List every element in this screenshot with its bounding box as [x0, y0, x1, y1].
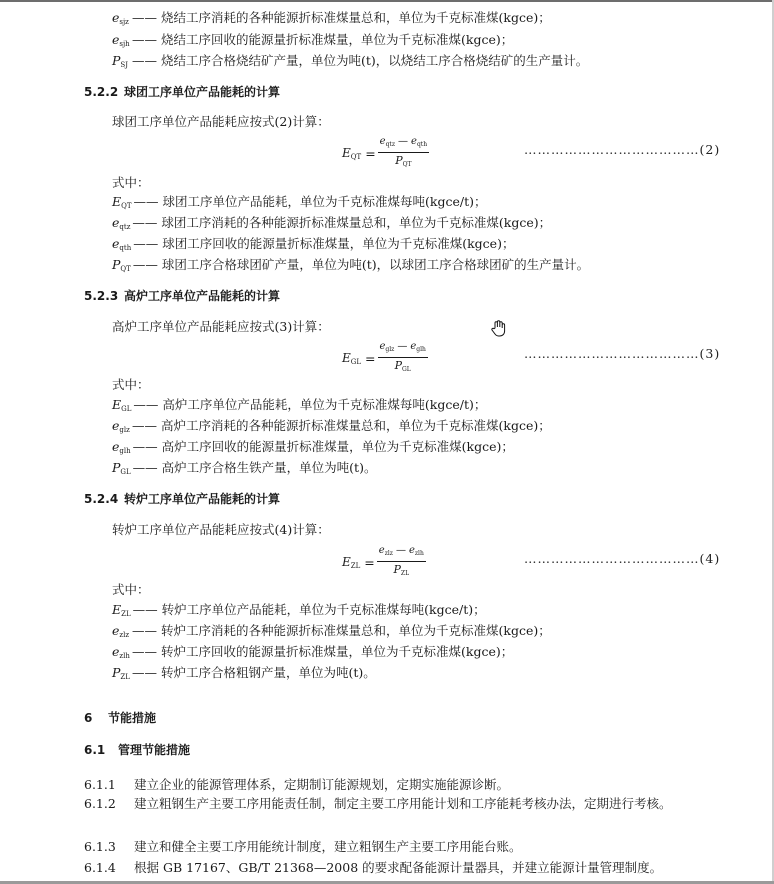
- definition-line: $e_{qth}$ —— 球团工序回收的能源量折标准煤量，单位为千克标准煤(kgce)；: [112, 235, 514, 257]
- section-heading: 5.2.2 球团工序单位产品能耗的计算: [84, 85, 281, 99]
- equation-number: …………………………………(3): [524, 346, 721, 361]
- list-item: 6.1.2 建立粗钢生产主要工序用能责任制，制定主要工序用能计划和工序能耗考核办法，定期进行考核。: [84, 796, 672, 811]
- symbol: $e_{zlh}$: [112, 644, 130, 660]
- definition-line: $e_{zlh}$ —— 转炉工序回收的能源量折标准煤量，单位为千克标准煤(kgce)；: [112, 643, 513, 665]
- section-heading: 5.2.4 转炉工序单位产品能耗的计算: [84, 492, 281, 506]
- section-lead: 转炉工序单位产品能耗应按式(4)计算：: [112, 522, 330, 537]
- definition-line: $P_{GL}$ —— 高炉工序合格生铁产量，单位为吨(t)。: [112, 459, 376, 481]
- definition-line: $e_{sjz}$ —— 烧结工序消耗的各种能源折标准煤量总和，单位为千克标准煤(kgce)；: [112, 9, 551, 31]
- symbol: $P_{QT}$: [112, 257, 131, 273]
- symbol: $P_{GL}$: [112, 460, 131, 476]
- definition-line: $e_{glz}$ —— 高炉工序消耗的各种能源折标准煤量总和，单位为千克标准煤(kgce)；: [112, 417, 551, 439]
- window-top-border: [0, 0, 774, 2]
- list-item: 6.1.4 根据 GB 17167、GB/T 21368—2008 的要求配备能源计量器具，并建立能源计量管理制度。: [84, 860, 663, 875]
- list-item: 6.1.1 建立企业的能源管理体系，定期制订能源规划，定期实施能源诊断。: [84, 777, 510, 792]
- definition-line: $e_{qtz}$ —— 球团工序消耗的各种能源折标准煤量总和，单位为千克标准煤(kgce)；: [112, 214, 551, 236]
- definition-line: $P_{QT}$ —— 球团工序合格球团矿产量，单位为吨(t)，以球团工序合格球团矿的生产量计。: [112, 256, 589, 278]
- equation-number: …………………………………(2): [524, 142, 721, 157]
- equation-number: …………………………………(4): [524, 551, 721, 566]
- definition-line: $e_{zlz}$ —— 转炉工序消耗的各种能源折标准煤量总和，单位为千克标准煤(kgce)；: [112, 622, 551, 644]
- formula: $E_{ZL}$ = $\frac{e_{zlz} — e_{zlh}}{P_{ZL}}$: [342, 545, 424, 577]
- symbol: $e_{glz}$: [112, 418, 130, 434]
- formula: $E_{GL}$ = $\frac{e_{glz} — e_{glh}}{P_{GL}}$: [342, 341, 426, 373]
- symbol: $e_{sjh}$: [112, 32, 130, 48]
- formula: $E_{QT}$ = $\frac{e_{qtz} — e_{qth}}{P_{QT}}$: [342, 136, 428, 168]
- symbol: $e_{sjz}$: [112, 10, 129, 26]
- symbol: $e_{zlz}$: [112, 623, 130, 639]
- definition-line: $P_{ZL}$ —— 转炉工序合格粗钢产量，单位为吨(t)。: [112, 664, 376, 686]
- section-heading: 5.2.3 高炉工序单位产品能耗的计算: [84, 289, 281, 303]
- where-label: 式中：: [112, 175, 150, 190]
- symbol: $P_{ZL}$: [112, 665, 130, 681]
- symbol: $E_{GL}$: [112, 397, 132, 413]
- symbol: $e_{qth}$: [112, 236, 132, 252]
- hand-pointer-icon: [489, 319, 509, 339]
- symbol: $E_{ZL}$: [112, 602, 131, 618]
- where-label: 式中：: [112, 582, 150, 597]
- symbol: $e_{glh}$: [112, 439, 131, 455]
- definition-line: $E_{QT}$ —— 球团工序单位产品能耗，单位为千克标准煤每吨(kgce/t)；: [112, 193, 487, 215]
- section-lead: 球团工序单位产品能耗应按式(2)计算：: [112, 114, 330, 129]
- symbol: $E_{QT}$: [112, 194, 132, 210]
- subchapter-heading: 6.1 管理节能措施: [84, 743, 191, 757]
- list-item: 6.1.3 建立和健全主要工序用能统计制度，建立粗钢生产主要工序用能台账。: [84, 839, 522, 854]
- definition-line: $E_{GL}$ —— 高炉工序单位产品能耗，单位为千克标准煤每吨(kgce/t)；: [112, 396, 486, 418]
- definition-line: $e_{sjh}$ —— 烧结工序回收的能源量折标准煤量，单位为千克标准煤(kgce)；: [112, 31, 513, 53]
- where-label: 式中：: [112, 377, 150, 392]
- symbol: $P_{SJ}$: [112, 53, 129, 69]
- section-lead: 高炉工序单位产品能耗应按式(3)计算：: [112, 319, 330, 334]
- definition-line: $E_{ZL}$ —— 转炉工序单位产品能耗，单位为千克标准煤每吨(kgce/t)；: [112, 601, 486, 623]
- chapter-heading: 6 节能措施: [84, 711, 157, 725]
- definition-line: $P_{SJ}$ —— 烧结工序合格烧结矿产量，单位为吨(t)，以烧结工序合格烧结矿的生产量计。: [112, 52, 588, 74]
- symbol: $e_{qtz}$: [112, 215, 131, 231]
- definition-line: $e_{glh}$ —— 高炉工序回收的能源量折标准煤量，单位为千克标准煤(kgce)；: [112, 438, 514, 460]
